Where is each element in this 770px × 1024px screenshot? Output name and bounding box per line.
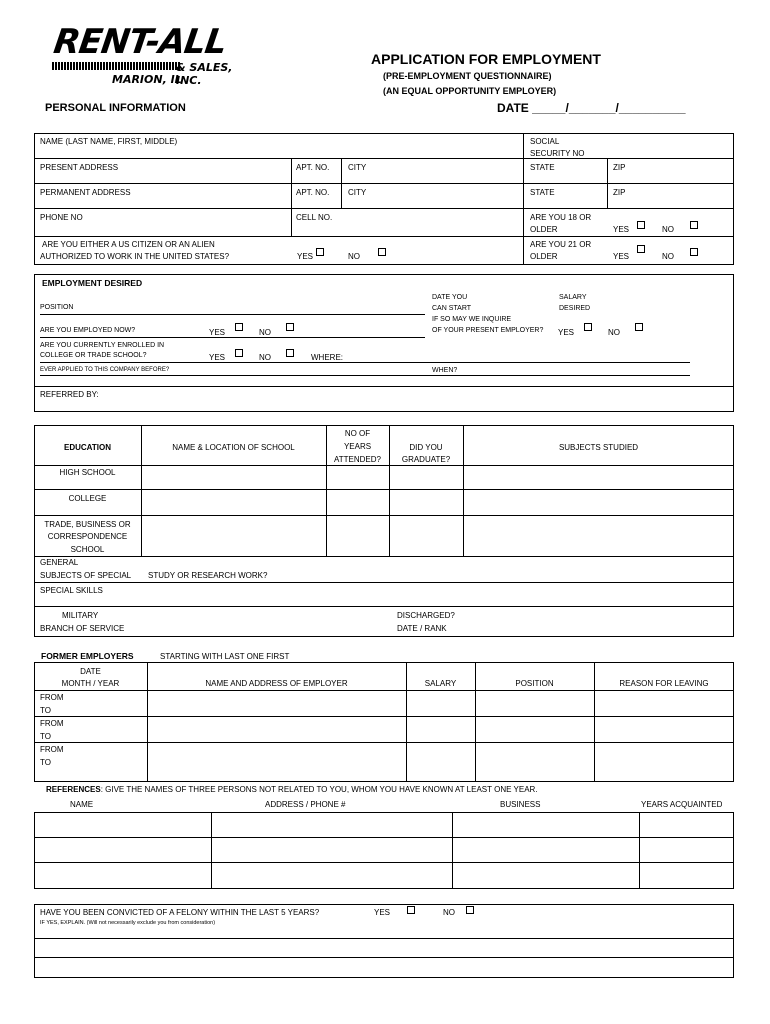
enrolled-yes-checkbox[interactable] (235, 349, 243, 357)
references-table (34, 812, 734, 889)
discharged-label-2: DATE / RANK (397, 624, 447, 633)
date-field[interactable]: DATE _____/_______/__________ (497, 101, 686, 115)
employed-now-label: ARE YOU EMPLOYED NOW? (40, 327, 136, 334)
felony-no-label: NO (443, 908, 455, 917)
fe-col-employer: NAME AND ADDRESS OF EMPLOYER (205, 679, 348, 688)
enrolled-no-label: NO (259, 353, 271, 362)
phone-field[interactable]: PHONE NO (40, 213, 83, 222)
employment-desired-heading: EMPLOYMENT DESIRED (42, 278, 143, 288)
employed-yes-checkbox[interactable] (235, 323, 243, 331)
position-field[interactable]: POSITION (40, 304, 74, 311)
references-line (46, 784, 538, 795)
permanent-city-label: CITY (348, 188, 367, 197)
age21-yes-checkbox[interactable] (637, 245, 645, 253)
logo-wordmark: RENT-ALL (51, 22, 229, 62)
inquire-no-checkbox[interactable] (635, 323, 643, 331)
present-state-label: STATE (530, 163, 555, 172)
citizen-yes-checkbox[interactable] (316, 248, 324, 256)
present-address-field[interactable]: PRESENT ADDRESS (40, 163, 119, 172)
felony-yes-label: YES (374, 908, 391, 917)
start-date-label-2: CAN START (432, 305, 472, 312)
special-skills-field[interactable]: SPECIAL SKILLS (40, 586, 103, 595)
ssn-label-1: SOCIAL (530, 137, 560, 146)
felony-explain-field[interactable]: IF YES, EXPLAIN. (Will not necessarily exclude you from consideration) (40, 920, 216, 926)
age18-label-1: ARE YOU 18 OR (530, 213, 592, 222)
age21-label-2: OLDER (530, 252, 558, 261)
enrolled-where-label: WHERE: (311, 353, 343, 362)
edu-col-years-2: YEARS (343, 442, 372, 451)
ssn-label-2: SECURITY NO (530, 149, 585, 158)
section-personal-heading: PERSONAL INFORMATION (45, 102, 186, 114)
felony-yes-checkbox[interactable] (407, 906, 415, 914)
fe-col-reason: REASON FOR LEAVING (619, 679, 709, 688)
age21-label-1: ARE YOU 21 OR (530, 240, 592, 249)
inquire-label-2: OF YOUR PRESENT EMPLOYER? (432, 327, 544, 334)
felony-question: HAVE YOU BEEN CONVICTED OF A FELONY WITHIN THE LAST 5 YEARS? (40, 908, 320, 917)
age18-yes-label: YES (613, 225, 630, 234)
applied-before-label: EVER APPLIED TO THIS COMPANY BEFORE? (40, 367, 170, 373)
former-employers-note: STARTING WITH LAST ONE FIRST (160, 652, 290, 661)
age21-no-checkbox[interactable] (690, 248, 698, 256)
enrolled-no-checkbox[interactable] (286, 349, 294, 357)
logo-city: MARION, IL (112, 73, 182, 86)
age18-no-checkbox[interactable] (690, 221, 698, 229)
general-label-2: SUBJECTS OF SPECIAL (40, 571, 132, 580)
edu-col-education: EDUCATION (64, 443, 111, 452)
fe-row3-from: FROM (40, 745, 64, 754)
military-label-1: MILITARY (62, 611, 99, 620)
ref-col-name: NAME (70, 800, 94, 809)
enrolled-yes-label: YES (209, 353, 226, 362)
citizen-label-1: ARE YOU EITHER A US CITIZEN OR AN ALIEN (42, 240, 215, 249)
inquire-yes-label: YES (558, 328, 575, 337)
fe-row1-from: FROM (40, 693, 64, 702)
fe-row3-to: TO (40, 758, 51, 767)
citizen-no-checkbox[interactable] (378, 248, 386, 256)
edu-col-graduate-2: GRADUATE? (401, 455, 451, 464)
form-subtitle-2: (AN EQUAL OPPORTUNITY EMPLOYER) (383, 86, 557, 96)
form-subtitle-1: (PRE-EMPLOYMENT QUESTIONNAIRE) (383, 71, 552, 81)
age18-label-2: OLDER (530, 225, 558, 234)
citizen-yes-label: YES (297, 252, 314, 261)
employed-yes-label: YES (209, 328, 226, 337)
ref-col-address: ADDRESS / PHONE # (265, 800, 346, 809)
references-note: : GIVE THE NAMES OF THREE PERSONS NOT RELATED TO YOU, WHOM YOU HAVE KNOWN AT LEAST ONE YEAR. (100, 785, 538, 794)
citizen-no-label: NO (348, 252, 360, 261)
edu-row-college: COLLEGE (68, 494, 107, 503)
fe-col-salary: SALARY (424, 679, 457, 688)
present-city-label: CITY (348, 163, 367, 172)
permanent-address-field[interactable]: PERMANENT ADDRESS (40, 188, 131, 197)
fe-col-date-2: MONTH / YEAR (61, 679, 120, 688)
referred-by-field[interactable]: REFERRED BY: (40, 390, 99, 399)
study-research-field[interactable]: STUDY OR RESEARCH WORK? (148, 571, 268, 580)
start-date-label-1: DATE YOU (432, 294, 468, 301)
present-apt-label: APT. NO. (296, 163, 330, 172)
military-label-2: BRANCH OF SERVICE (40, 624, 125, 633)
discharged-label-1: DISCHARGED? (397, 611, 455, 620)
edu-col-school: NAME & LOCATION OF SCHOOL (172, 443, 295, 452)
age21-yes-label: YES (613, 252, 630, 261)
inquire-yes-checkbox[interactable] (584, 323, 592, 331)
fe-col-position: POSITION (515, 679, 554, 688)
fe-col-date-1: DATE (80, 667, 101, 676)
ref-col-years: YEARS ACQUAINTED (641, 800, 723, 809)
form-title: APPLICATION FOR EMPLOYMENT (371, 51, 601, 67)
enrolled-label-1: ARE YOU CURRENTLY ENROLLED IN (40, 342, 165, 349)
fe-row2-from: FROM (40, 719, 64, 728)
inquire-label-1: IF SO MAY WE INQUIRE (432, 316, 512, 323)
permanent-zip-label: ZIP (613, 188, 626, 197)
edu-row-trade-1: TRADE, BUSINESS OR (44, 520, 131, 529)
age18-no-label: NO (662, 225, 674, 234)
fe-row2-to: TO (40, 732, 51, 741)
edu-col-subjects: SUBJECTS STUDIED (558, 443, 639, 452)
salary-label-1: SALARY (559, 294, 587, 301)
cell-field[interactable]: CELL NO. (296, 213, 333, 222)
logo-subtitle: & SALES, INC. (176, 61, 233, 87)
inquire-no-label: NO (608, 328, 620, 337)
permanent-state-label: STATE (530, 188, 555, 197)
enrolled-label-2: COLLEGE OR TRADE SCHOOL? (40, 352, 147, 359)
logo-stripes (52, 62, 180, 70)
edu-row-trade-3: SCHOOL (70, 545, 105, 554)
employed-no-checkbox[interactable] (286, 323, 294, 331)
edu-row-high-school: HIGH SCHOOL (59, 468, 116, 477)
company-logo (52, 22, 252, 92)
permanent-apt-label: APT. NO. (296, 188, 330, 197)
citizen-label-2: AUTHORIZED TO WORK IN THE UNITED STATES? (40, 252, 230, 261)
edu-col-years-3: ATTENDED? (334, 455, 381, 464)
felony-no-checkbox[interactable] (466, 906, 474, 914)
references-heading: REFERENCES (46, 785, 101, 794)
fe-row1-to: TO (40, 706, 51, 715)
salary-label-2: DESIRED (559, 305, 591, 312)
employed-no-label: NO (259, 328, 271, 337)
edu-row-trade-2: CORRESPONDENCE (47, 532, 128, 541)
applied-when-label: WHEN? (432, 367, 458, 374)
age18-yes-checkbox[interactable] (637, 221, 645, 229)
edu-col-graduate-1: DID YOU (409, 443, 443, 452)
present-zip-label: ZIP (613, 163, 626, 172)
edu-col-years-1: NO OF (344, 429, 371, 438)
general-label-1: GENERAL (40, 558, 79, 567)
age21-no-label: NO (662, 252, 674, 261)
former-employers-heading: FORMER EMPLOYERS (41, 651, 134, 661)
name-field[interactable]: NAME (LAST NAME, FIRST, MIDDLE) (40, 137, 178, 146)
ref-col-business: BUSINESS (500, 800, 541, 809)
